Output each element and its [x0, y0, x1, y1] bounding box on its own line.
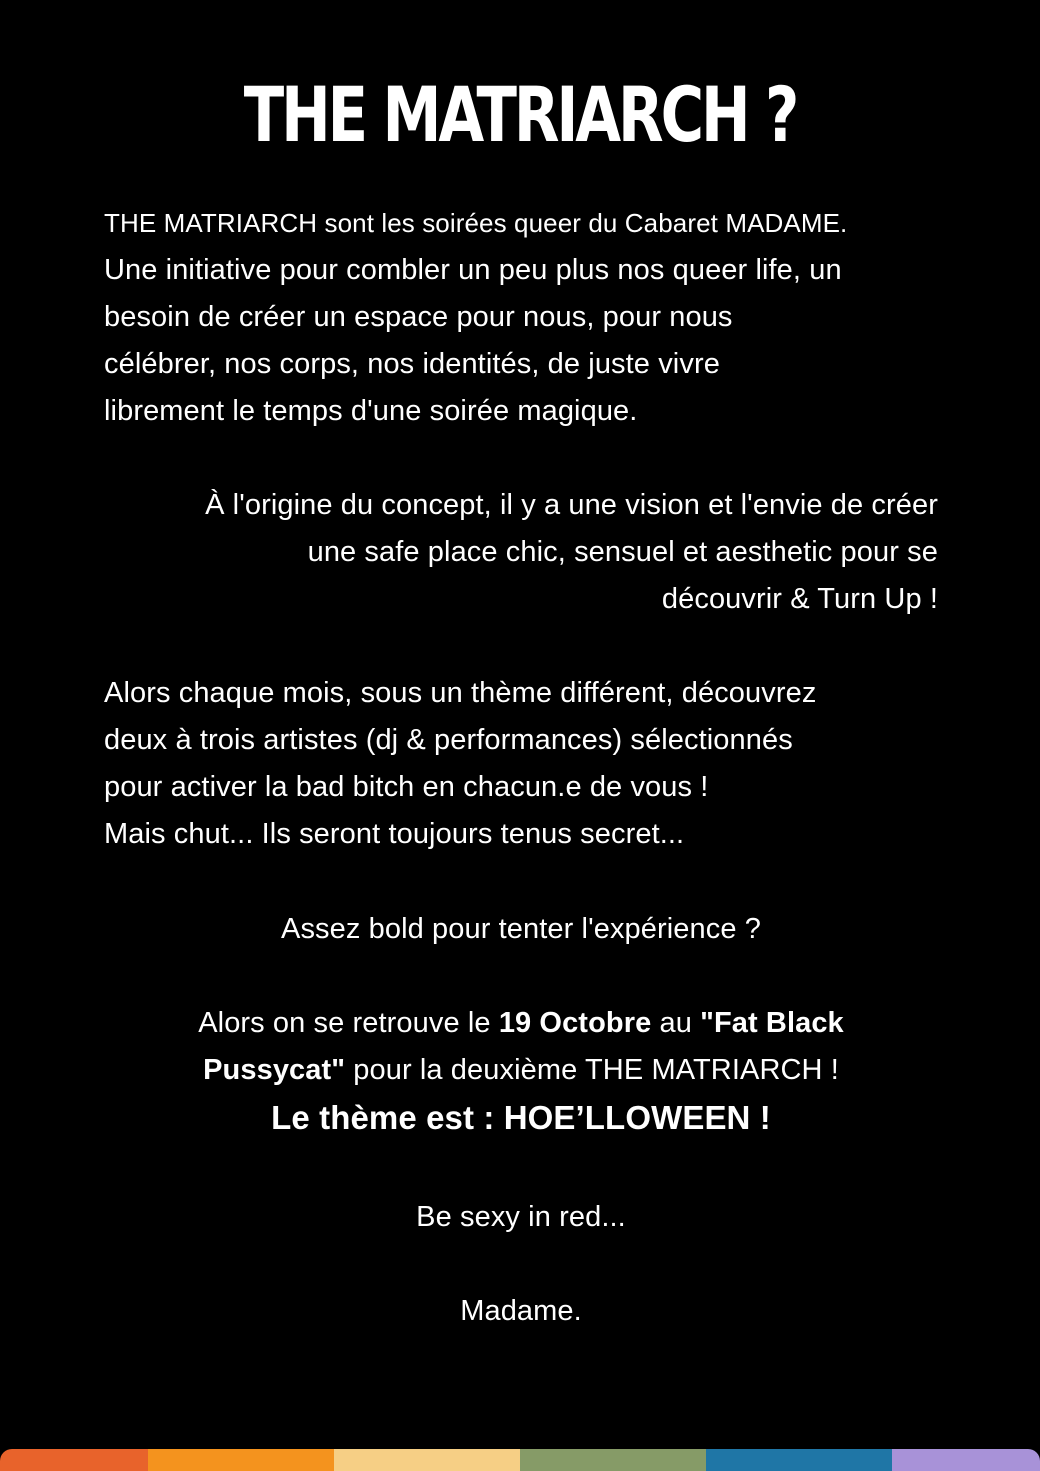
monthly-line: pour activer la bad bitch en chacun.e de vous ! — [104, 771, 709, 803]
event-mid: au — [651, 1007, 701, 1039]
event-venue-part1: "Fat Black — [700, 1007, 844, 1039]
origin-paragraph — [104, 482, 938, 623]
monthly-line: deux à trois artistes (dj & performances) sélectionnés — [104, 724, 793, 756]
monthly-line: Mais chut... Ils seront toujours tenus secret... — [104, 818, 685, 850]
rainbow-band — [0, 1449, 148, 1471]
monthly-paragraph — [104, 670, 938, 858]
monthly-line: Alors chaque mois, sous un thème différent, découvrez — [104, 677, 817, 709]
question-text: Assez bold pour tenter l'expérience ? — [281, 913, 761, 945]
intro-paragraph — [104, 200, 938, 435]
rainbow-band — [334, 1449, 520, 1471]
dress-code-text: Be sexy in red... — [416, 1201, 626, 1233]
event-line-2 — [104, 1047, 938, 1094]
rainbow-band — [520, 1449, 706, 1471]
rainbow-band — [148, 1449, 334, 1471]
event-prefix: Alors on se retrouve le — [198, 1007, 499, 1039]
event-theme: Le thème est : HOE’LLOWEEN ! — [271, 1099, 771, 1136]
origin-line: À l'origine du concept, il y a une vision et l'envie de créer — [205, 489, 938, 521]
event-suffix: pour la deuxième THE MATRIARCH ! — [345, 1054, 839, 1086]
rainbow-band — [892, 1449, 1040, 1471]
intro-line: besoin de créer un espace pour nous, pour nous — [104, 301, 733, 333]
page-title: THE MATRIARCH ? — [243, 70, 797, 159]
event-line-1 — [104, 1000, 938, 1047]
intro-line: célébrer, nos corps, nos identités, de juste vivre — [104, 348, 720, 380]
intro-line: Une initiative pour combler un peu plus nos queer life, un — [104, 254, 842, 286]
rainbow-band — [706, 1449, 892, 1471]
event-date: 19 Octobre — [498, 1007, 652, 1039]
intro-line: THE MATRIARCH sont les soirées queer du Cabaret MADAME. — [104, 208, 848, 238]
origin-line: découvrir & Turn Up ! — [661, 583, 938, 615]
event-details — [104, 1000, 938, 1141]
origin-line: une safe place chic, sensuel et aesthetic pour se — [307, 536, 938, 568]
intro-line: librement le temps d'une soirée magique. — [104, 395, 638, 427]
rainbow-stripe — [0, 1449, 1040, 1471]
signature: Madame. — [460, 1295, 582, 1327]
event-venue-part2: Pussycat" — [203, 1054, 346, 1086]
